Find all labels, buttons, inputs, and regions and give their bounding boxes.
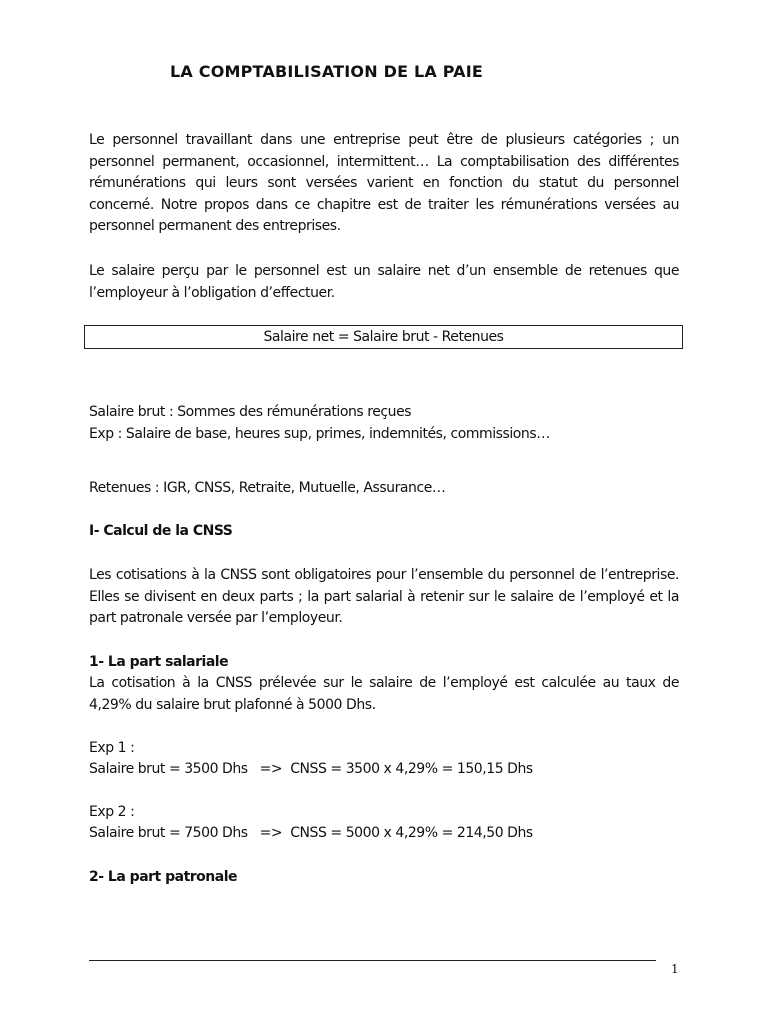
formula-box bbox=[84, 325, 683, 349]
salary-paragraph: Le salaire perçu par le personnel est un salaire net d’un ensemble de retenues que l’employeur à l’obligation d’effectuer. bbox=[89, 263, 679, 301]
gross-salary-definition: Salaire brut : Sommes des rémunérations reçues bbox=[89, 404, 412, 420]
subsection-heading-part-patronale: 2- La part patronale bbox=[89, 869, 237, 885]
gross-salary-example: Exp : Salaire de base, heures sup, primes, indemnités, commissions… bbox=[89, 426, 550, 442]
subsection-heading-part-salariale: 1- La part salariale bbox=[89, 654, 229, 670]
example-2-calculation: Salaire brut = 7500 Dhs => CNSS = 5000 x 4,29% = 214,50 Dhs bbox=[89, 825, 533, 841]
page-number: 1 bbox=[671, 962, 679, 976]
intro-paragraph: Le personnel travaillant dans une entreprise peut être de plusieurs catégories ; un personnel permanent, occasionnel, intermittent… La comptabilisation des différentes rémunérations qui leurs sont versées varient en fonction du statut du personnel concerné. Notre propos dans ce chapitre est de traiter les rémunérations versées au personnel permanent des entreprises. bbox=[89, 132, 679, 234]
section-heading-cnss: I- Calcul de la CNSS bbox=[89, 523, 233, 539]
cnss-paragraph: Les cotisations à la CNSS sont obligatoires pour l’ensemble du personnel de l’entreprise. Elles se divisent en deux parts ; la part salarial à retenir sur le salaire de l’employé et la part patronale versée par l’employeur. bbox=[89, 567, 679, 626]
formula-text: Salaire net = Salaire brut - Retenues bbox=[263, 329, 504, 345]
example-1-label: Exp 1 : bbox=[89, 740, 135, 756]
footer-divider bbox=[89, 960, 656, 961]
document-title: LA COMPTABILISATION DE LA PAIE bbox=[170, 62, 484, 81]
example-1-calculation: Salaire brut = 3500 Dhs => CNSS = 3500 x 4,29% = 150,15 Dhs bbox=[89, 761, 533, 777]
example-2-label: Exp 2 : bbox=[89, 804, 135, 820]
part-salariale-text: La cotisation à la CNSS prélevée sur le salaire de l’employé est calculée au taux de 4,29% du salaire brut plafonné à 5000 Dhs. bbox=[89, 675, 679, 713]
deductions-line: Retenues : IGR, CNSS, Retraite, Mutuelle, Assurance… bbox=[89, 480, 446, 496]
